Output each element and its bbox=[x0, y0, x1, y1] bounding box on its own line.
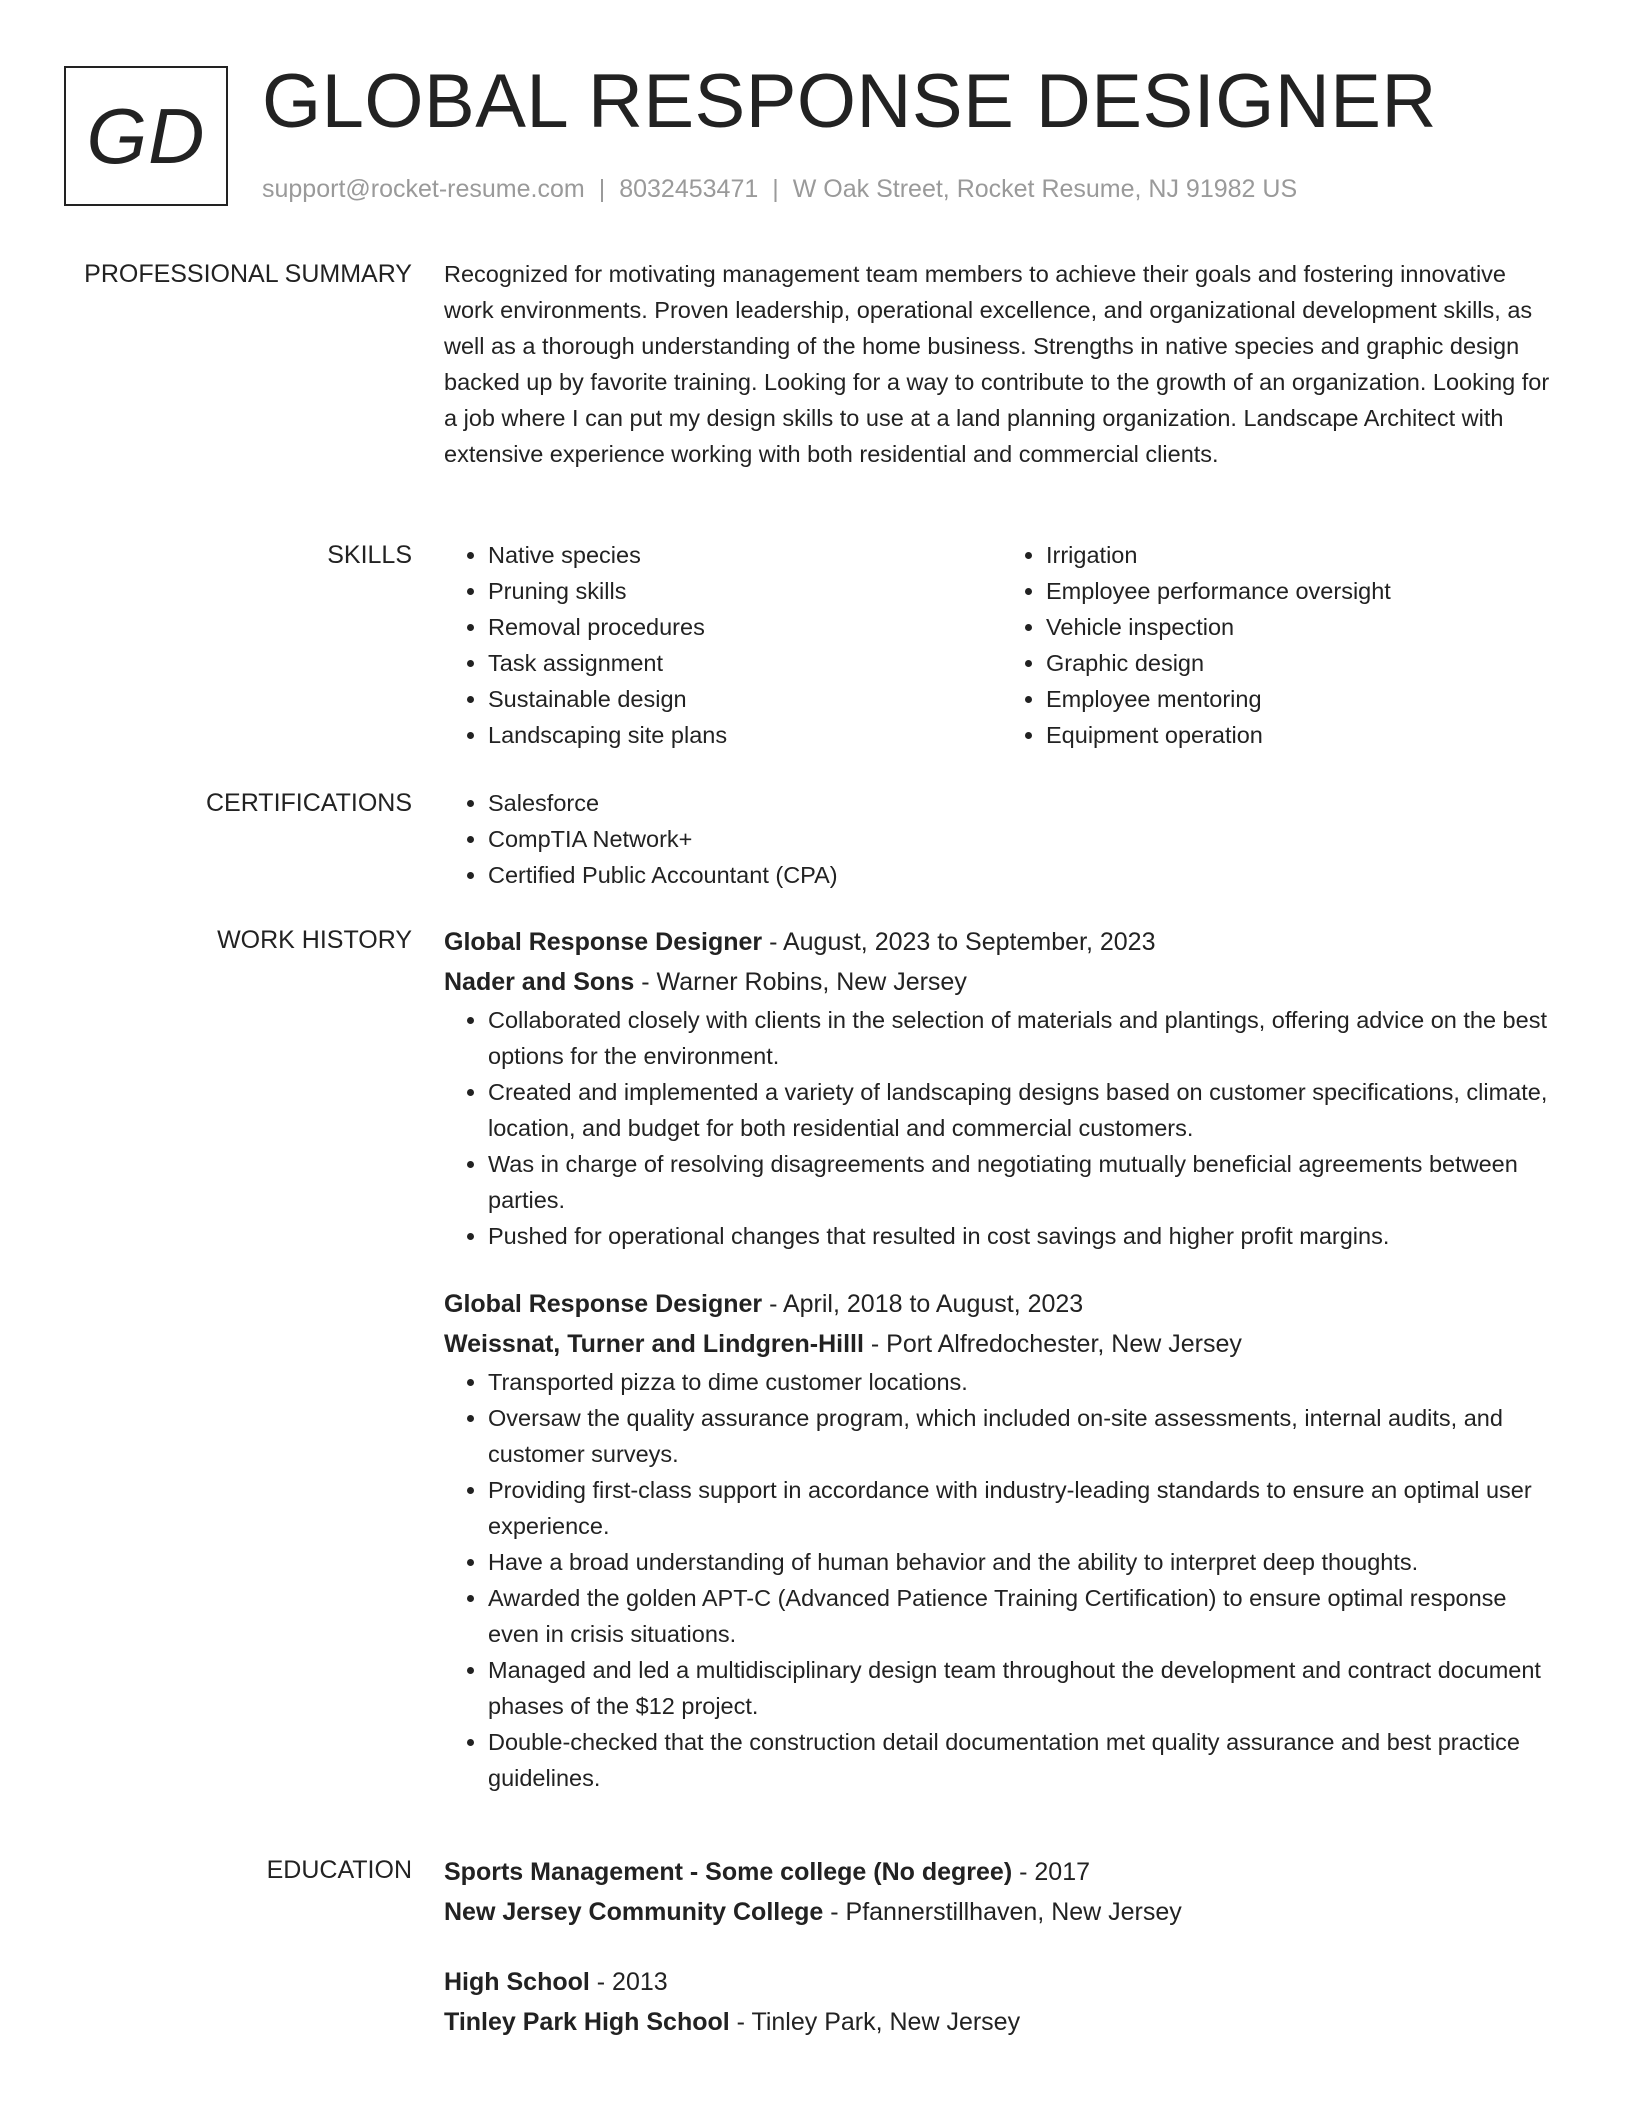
job-entry bbox=[444, 922, 1560, 1254]
skill-item: • Native species bbox=[488, 537, 1002, 573]
job-dates: - August, 2023 to September, 2023 bbox=[762, 928, 1156, 956]
education-degree: Sports Management - Some college (No degree) bbox=[444, 1858, 1013, 1886]
job-title-line bbox=[444, 1284, 1560, 1324]
skills-list-right bbox=[1002, 537, 1560, 753]
job-bullet: • Created and implemented a variety of landscaping designs based on customer specifications, climate, location, and budget for both residential and commercial customers. bbox=[488, 1074, 1560, 1146]
section-label-skills: SKILLS bbox=[327, 541, 412, 569]
skill-item: • Graphic design bbox=[1046, 645, 1560, 681]
education-degree-line bbox=[444, 1852, 1560, 1892]
job-entry bbox=[444, 1284, 1560, 1796]
contact-separator: | bbox=[598, 175, 606, 203]
job-company-line bbox=[444, 1324, 1560, 1364]
certification-item: • Salesforce bbox=[488, 785, 1560, 821]
contact-email: support@rocket-resume.com bbox=[262, 175, 585, 203]
skill-item: • Employee performance oversight bbox=[1046, 573, 1560, 609]
section-label-certifications: CERTIFICATIONS bbox=[205, 789, 412, 817]
job-bullet: • Managed and led a multidisciplinary design team throughout the development and contract document phases of the $12 project. bbox=[488, 1652, 1560, 1724]
skill-item: • Pruning skills bbox=[488, 573, 1002, 609]
job-bullet: • Oversaw the quality assurance program, which included on-site assessments, internal audits, and customer surveys. bbox=[488, 1400, 1560, 1472]
job-company: Weissnat, Turner and Lindgren-Hilll bbox=[444, 1330, 864, 1358]
job-title-line bbox=[444, 922, 1560, 962]
education-location: - Pfannerstillhaven, New Jersey bbox=[823, 1898, 1182, 1926]
job-location: - Warner Robins, New Jersey bbox=[634, 968, 967, 996]
monogram-logo: GD bbox=[64, 66, 228, 206]
job-title: Global Response Designer bbox=[444, 1290, 763, 1318]
skill-item: • Employee mentoring bbox=[1046, 681, 1560, 717]
job-bullets bbox=[444, 1364, 1560, 1796]
education-year: - 2017 bbox=[1012, 1858, 1091, 1886]
education-degree: High School bbox=[444, 1968, 590, 1996]
education-entry bbox=[444, 1962, 1560, 2042]
certification-item: • Certified Public Accountant (CPA) bbox=[488, 857, 1560, 893]
job-bullet: • Was in charge of resolving disagreements and negotiating mutually beneficial agreements between parties. bbox=[488, 1146, 1560, 1218]
skill-item: • Removal procedures bbox=[488, 609, 1002, 645]
job-bullet: • Pushed for operational changes that resulted in cost savings and higher profit margins. bbox=[488, 1218, 1560, 1254]
education-school: Tinley Park High School bbox=[444, 2008, 730, 2036]
skill-item: • Sustainable design bbox=[488, 681, 1002, 717]
certifications-list bbox=[444, 785, 1560, 893]
education-school-line bbox=[444, 1892, 1560, 1932]
skill-item: • Equipment operation bbox=[1046, 717, 1560, 753]
section-label-summary: PROFESSIONAL SUMMARY bbox=[84, 260, 412, 288]
skill-item: • Task assignment bbox=[488, 645, 1002, 681]
section-label-work-history: WORK HISTORY bbox=[217, 926, 412, 954]
job-company-line bbox=[444, 962, 1560, 1002]
job-title: Global Response Designer bbox=[444, 928, 763, 956]
education-entry bbox=[444, 1852, 1560, 1932]
skills-list-left bbox=[444, 537, 1002, 753]
job-bullet: • Have a broad understanding of human behavior and the ability to interpret deep thoughts. bbox=[488, 1544, 1560, 1580]
skill-item: • Vehicle inspection bbox=[1046, 609, 1560, 645]
job-company: Nader and Sons bbox=[444, 968, 635, 996]
education-year: - 2013 bbox=[589, 1968, 668, 1996]
contact-address: W Oak Street, Rocket Resume, NJ 91982 US bbox=[792, 175, 1298, 203]
section-label-education: EDUCATION bbox=[266, 1856, 412, 1884]
certification-item: • CompTIA Network+ bbox=[488, 821, 1560, 857]
contact-line bbox=[262, 172, 1297, 206]
skill-item: • Landscaping site plans bbox=[488, 717, 1002, 753]
education-degree-line bbox=[444, 1962, 1560, 2002]
summary-text: Recognized for motivating management team members to achieve their goals and fostering innovative work environments. Proven leadership, operational excellence, and organizational development skills, as well as a thorough understanding of the home business. Strengths in native species and graphic design backed up by favorite training. Looking for a way to contribute to the growth of an organization. Looking for a job where I can put my design skills to use at a land planning organization. Landscape Architect with extensive experience working with both residential and commercial clients. bbox=[444, 261, 1550, 467]
job-bullet: • Double-checked that the construction detail documentation met quality assurance and best practice guidelines. bbox=[488, 1724, 1560, 1796]
contact-separator: | bbox=[772, 175, 779, 203]
candidate-name: GLOBAL RESPONSE DESIGNER bbox=[262, 59, 1437, 144]
job-bullet: • Collaborated closely with clients in the selection of materials and plantings, offering advice on the best options for the environment. bbox=[488, 1002, 1560, 1074]
job-dates: - April, 2018 to August, 2023 bbox=[762, 1290, 1084, 1318]
education-location: - Tinley Park, New Jersey bbox=[729, 2008, 1021, 2036]
job-location: - Port Alfredochester, New Jersey bbox=[863, 1330, 1242, 1358]
education-school-line bbox=[444, 2002, 1560, 2042]
job-bullet: • Providing first-class support in accordance with industry-leading standards to ensure an optimal user experience. bbox=[488, 1472, 1560, 1544]
contact-phone: 8032453471 bbox=[619, 175, 759, 203]
job-bullets bbox=[444, 1002, 1560, 1254]
job-bullet: • Awarded the golden APT-C (Advanced Patience Training Certification) to ensure optimal response even in crisis situations. bbox=[488, 1580, 1560, 1652]
job-bullet: • Transported pizza to dime customer locations. bbox=[488, 1364, 1560, 1400]
education-school: New Jersey Community College bbox=[444, 1898, 824, 1926]
skill-item: • Irrigation bbox=[1046, 537, 1560, 573]
